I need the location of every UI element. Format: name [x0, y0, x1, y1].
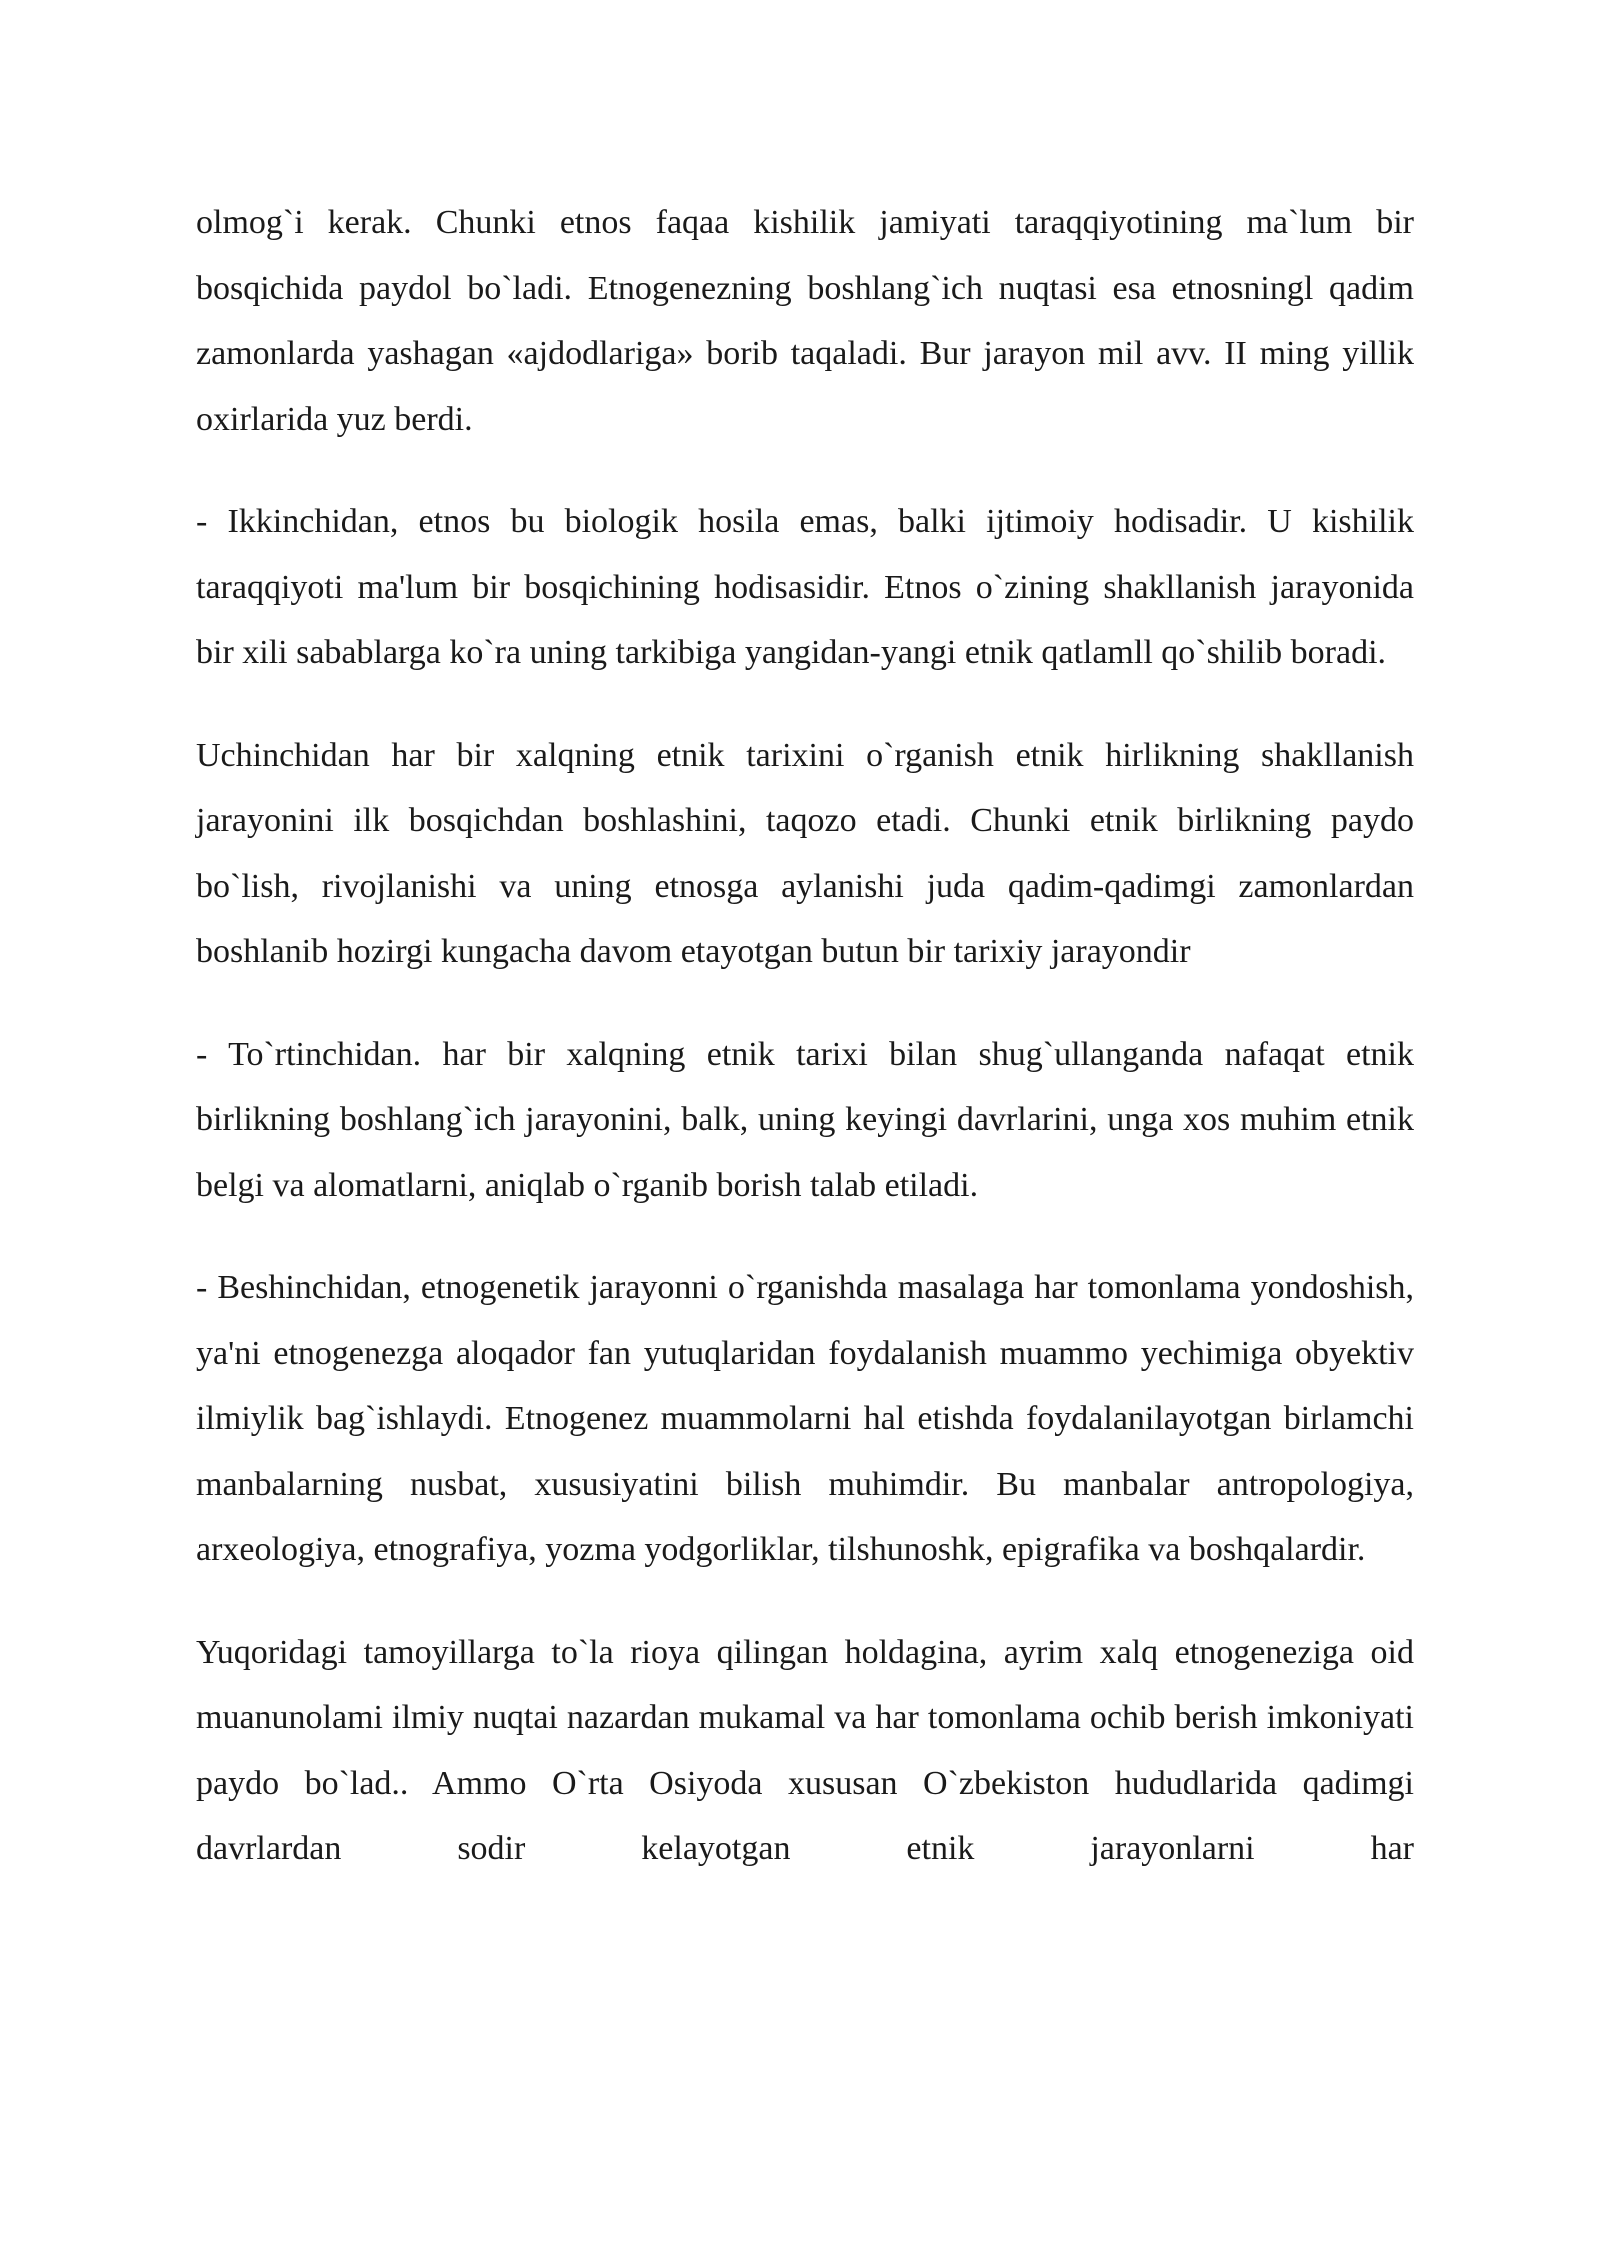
paragraph-conclusion: Yuqoridagi tamoyillarga to`la rioya qilingan holdagina, ayrim xalq etnogeneziga oid muanunolami ilmiy nuqtai nazardan mukamal va har tomonlama ochib berish imkoniyati paydo bo`lad.. Ammo O`rta Osiyoda xususan O`zbekiston hududlarida qadimgi davrlardan sodir kelayotgan etnik jarayonlarni har [196, 1633, 1414, 1867]
paragraph-fourth-principle: - To`rtinchidan. har bir xalqning etnik tarixi bilan shug`ullanganda nafaqat etnik birlikning boshlang`ich jarayonini, balk, uning keyingi davrlarini, unga xos muhim etnik belgi va alomatlarni, aniqlab o`rganib borish talab etiladi. [196, 1035, 1414, 1204]
paragraph-fifth-principle: - Beshinchidan, etnogenetik jarayonni o`rganishda masalaga har tomonlama yondoshish, ya'ni etnogenezga aloqador fan yutuqlaridan foydalanish muammo yechimiga obyektiv ilmiylik bag`ishlaydi. Etnogenez muammolarni hal etishda foydalanilayotgan birlamchi manbalarning nusbat, xususiyatini bilish muhimdir. Bu manbalar antropologiya, arxeologiya, etnografiya, yozma yodgorliklar, tilshunoshk, epigrafika va boshqalardir. [196, 1269, 1414, 1568]
paragraph-continuation: olmog`i kerak. Chunki etnos faqaa kishilik jamiyati taraqqiyotining ma`lum bir bosqichida paydol bo`ladi. Etnogenezning boshlang`ich nuqtasi esa etnosningl qadim zamonlarda yashagan «ajdodlariga» borib taqaladi. Bur jarayon mil avv. II ming yillik oxirlarida yuz berdi. [196, 204, 1414, 438]
paragraph-third-principle: Uchinchidan har bir xalqning etnik tarixini o`rganish etnik hirlikning shakllanish jarayonini ilk bosqichdan boshlashini, taqozo etadi. Chunki etnik birlikning paydo bo`lish, rivojlanishi va uning etnosga aylanishi juda qadim-qadimgi zamonlardan boshlanib hozirgi kungacha davom etayotgan butun bir tarixiy jarayondir [196, 736, 1414, 970]
paragraph-second-principle: - Ikkinchidan, etnos bu biologik hosila emas, balki ijtimoiy hodisadir. U kishilik taraqqiyoti ma'lum bir bosqichining hodisasidir. Etnos o`zining shakllanish jarayonida bir xili sabablarga ko`ra uning tarkibiga yangidan-yangi etnik qatlamll qo`shilib boradi. [196, 503, 1414, 671]
document-body [196, 190, 1414, 1919]
